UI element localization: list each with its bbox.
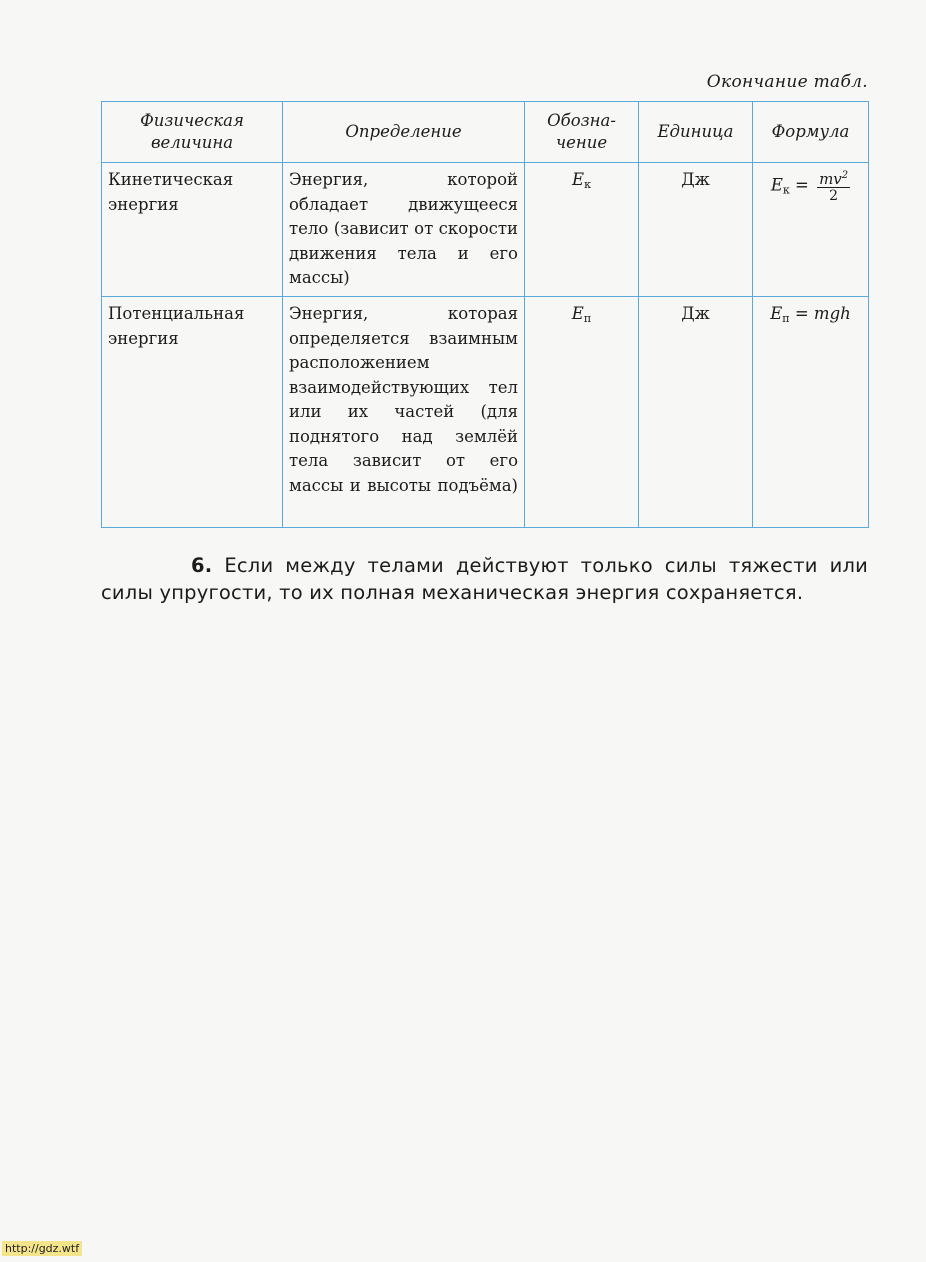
table-header-row xyxy=(102,102,869,163)
cell-unit: Дж xyxy=(639,297,753,528)
cell-quantity: Кинетическая энергия xyxy=(102,163,283,297)
fraction: $\frac{mv^2}{2}$ xyxy=(819,170,849,204)
header-symbol: Обозна-чение xyxy=(525,102,639,163)
table-continuation-caption: Окончание табл. xyxy=(706,72,868,92)
header-definition: Определение xyxy=(283,102,525,163)
table-row xyxy=(102,297,869,528)
header-unit: Единица xyxy=(639,102,753,163)
paragraph-text: Если между телами действуют только силы тяжести или силы упругости, то их полная механическая энергия сохраняется. xyxy=(101,554,868,604)
cell-formula: $E_к$ = $\frac{mv^2}{2}$ xyxy=(753,163,869,297)
header-quantity: Физическая величина xyxy=(102,102,283,163)
header-formula: Формула xyxy=(753,102,869,163)
cell-definition: Энергия, которой обладает движущееся тело (зависит от скорости движения тела и его массы) xyxy=(283,163,525,297)
cell-definition: Энергия, которая определяется взаимным расположением взаимодействующих тел или их частей (для поднятого над землёй тела зависит от его массы и высоты подъёма) xyxy=(283,297,525,528)
source-watermark-link[interactable]: http://gdz.wtf xyxy=(2,1241,82,1256)
physics-table xyxy=(101,101,869,528)
paragraph-number: 6. xyxy=(191,554,213,577)
table-row xyxy=(102,163,869,297)
cell-quantity: Потенциальная энергия xyxy=(102,297,283,528)
cell-unit: Дж xyxy=(639,163,753,297)
cell-formula: $E_п$ = mgh xyxy=(753,297,869,528)
rule-paragraph xyxy=(101,552,868,606)
cell-symbol: $E_п$ xyxy=(525,297,639,528)
cell-symbol: $E_к$ xyxy=(525,163,639,297)
